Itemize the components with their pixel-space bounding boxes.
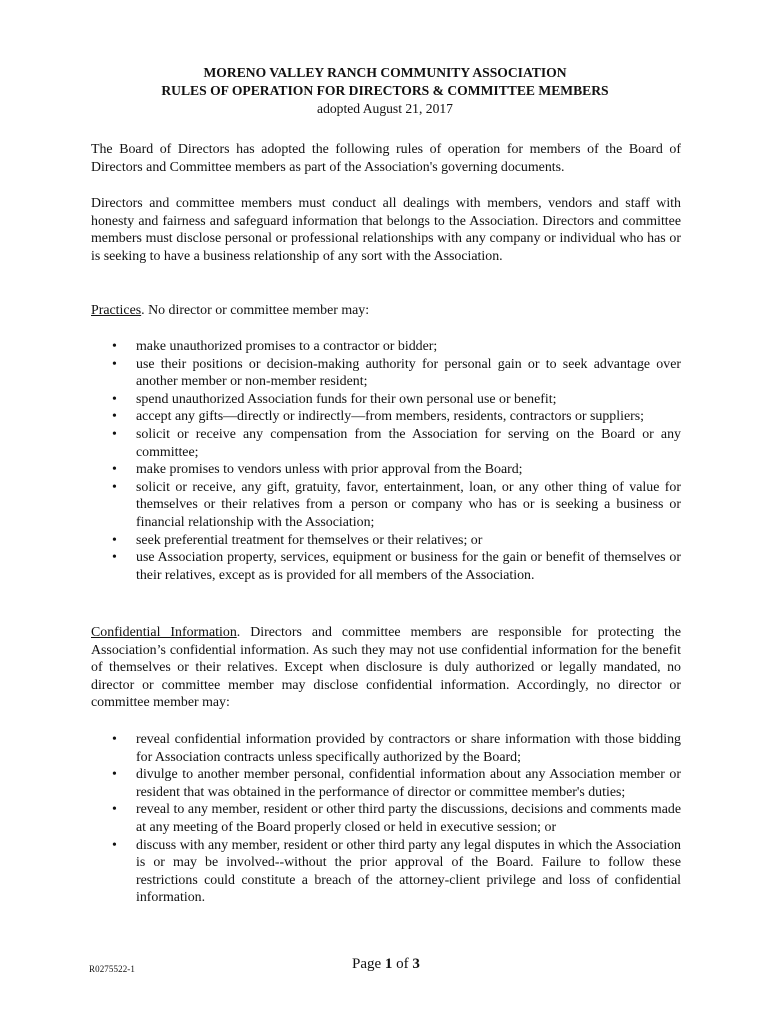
- practices-list-item: [91, 461, 681, 479]
- confidential-paragraph: [91, 624, 681, 712]
- intro-paragraph-1: The Board of Directors has adopted the following rules of operation for members of the Board of Directors and Committee members as part of the Association's governing documents.: [91, 142, 681, 175]
- practices-heading: Practices: [91, 303, 142, 318]
- bullet-icon: •: [112, 732, 117, 747]
- list-item-text: discuss with any member, resident or other third party any legal disputes in which the Association is or may be involved--without the prior approval of the Board. Failure to follow these restrictions could constitute a breach of the attorney-client privilege and loss of confidential information.: [136, 837, 681, 906]
- list-item-text: solicit or receive, any gift, gratuity, favor, entertainment, loan, or any other thing of value for themselves or their relatives from a person or company who has or is seeking a business or financial relationship with the Association;: [136, 479, 681, 530]
- list-item-text: reveal to any member, resident or other third party the discussions, decisions and comments made at any meeting of the Board properly closed or held in executive session; or: [136, 802, 681, 835]
- bullet-icon: •: [112, 532, 117, 548]
- practices-list-item: [91, 532, 681, 550]
- list-item-text: accept any gifts—directly or indirectly—from members, residents, contractors or suppliers;: [136, 409, 645, 425]
- bullet-icon: •: [112, 391, 117, 407]
- practices-list-item: [91, 408, 681, 426]
- bullet-icon: •: [112, 802, 117, 818]
- confidential-lead-text: . Directors and committee members are responsible for protecting the Association’s confidential information. As such they may not use confidential information for the benefit of themselves or their relatives. Except when disclosure is duly authorized or legally mandated, no director or committee member may disclose confidential information. Accordingly, no director or committee member may:: [91, 625, 681, 711]
- practices-list-item: [91, 338, 681, 356]
- practices-list: [91, 338, 681, 584]
- practices-lead-text: . No director or committee member may:: [141, 303, 370, 318]
- confidential-list-container: [91, 731, 681, 907]
- confidential-list-item: [91, 801, 681, 836]
- list-item-text: spend unauthorized Association funds for their own personal use or benefit;: [136, 391, 557, 407]
- practices-list-item: [91, 356, 681, 391]
- bullet-icon: •: [112, 767, 117, 783]
- association-title: MORENO VALLEY RANCH COMMUNITY ASSOCIATION: [203, 65, 567, 80]
- list-item-text: make promises to vendors unless with prior approval from the Board;: [136, 462, 523, 478]
- list-item-text: use their positions or decision-making authority for personal gain or to seek advantage over another member or non-member resident;: [136, 356, 681, 390]
- bullet-icon: •: [112, 462, 117, 478]
- list-item-text: use Association property, services, equipment or business for the gain or benefit of themselves or their relatives, except as is provided for all members of the Association.: [136, 550, 681, 583]
- intro-paragraph-2: Directors and committee members must conduct all dealings with members, vendors and staff with honesty and fairness and safeguard information that belongs to the Association. Directors and committee members must disclose personal or professional relationships with any company or individual who has or is seeking to have a business relationship of any sort with the Association.: [91, 196, 681, 264]
- bullet-icon: •: [112, 426, 117, 442]
- bullet-icon: •: [112, 837, 117, 853]
- bullet-icon: •: [112, 479, 117, 495]
- practices-list-container: [91, 338, 681, 584]
- practices-list-item: [91, 549, 681, 584]
- list-item-text: divulge to another member personal, confidential information about any Association member or resident that was obtained in the performance of director or committee member's duties;: [136, 767, 681, 800]
- practices-lead: [91, 302, 681, 320]
- list-item-text: solicit or receive any compensation from the Association for serving on the Board or any committee;: [136, 426, 681, 460]
- adoption-date: adopted August 21, 2017: [317, 101, 453, 116]
- list-item-text: make unauthorized promises to a contractor or bidder;: [136, 339, 438, 354]
- list-item-text: seek preferential treatment for themselves or their relatives; or: [136, 532, 483, 548]
- list-item-text: reveal confidential information provided by contractors or share information with those bidding for Association contracts unless specifically authorized by the Board;: [136, 732, 681, 765]
- page-number: Page 1 of 3: [352, 956, 420, 972]
- document-header: [0, 64, 770, 118]
- confidential-list-item: [91, 766, 681, 801]
- confidential-list: [91, 731, 681, 907]
- practices-list-item: [91, 391, 681, 409]
- document-code: R0275522-1: [89, 964, 135, 974]
- bullet-icon: •: [112, 409, 117, 425]
- bullet-icon: •: [112, 356, 117, 372]
- confidential-list-item: [91, 731, 681, 766]
- confidential-heading: Confidential Information: [91, 625, 237, 640]
- confidential-list-item: [91, 837, 681, 907]
- practices-list-item: [91, 479, 681, 532]
- bullet-icon: •: [112, 339, 117, 354]
- bullet-icon: •: [112, 550, 117, 566]
- rules-title: RULES OF OPERATION FOR DIRECTORS & COMMITTEE MEMBERS: [161, 83, 609, 98]
- practices-list-item: [91, 426, 681, 461]
